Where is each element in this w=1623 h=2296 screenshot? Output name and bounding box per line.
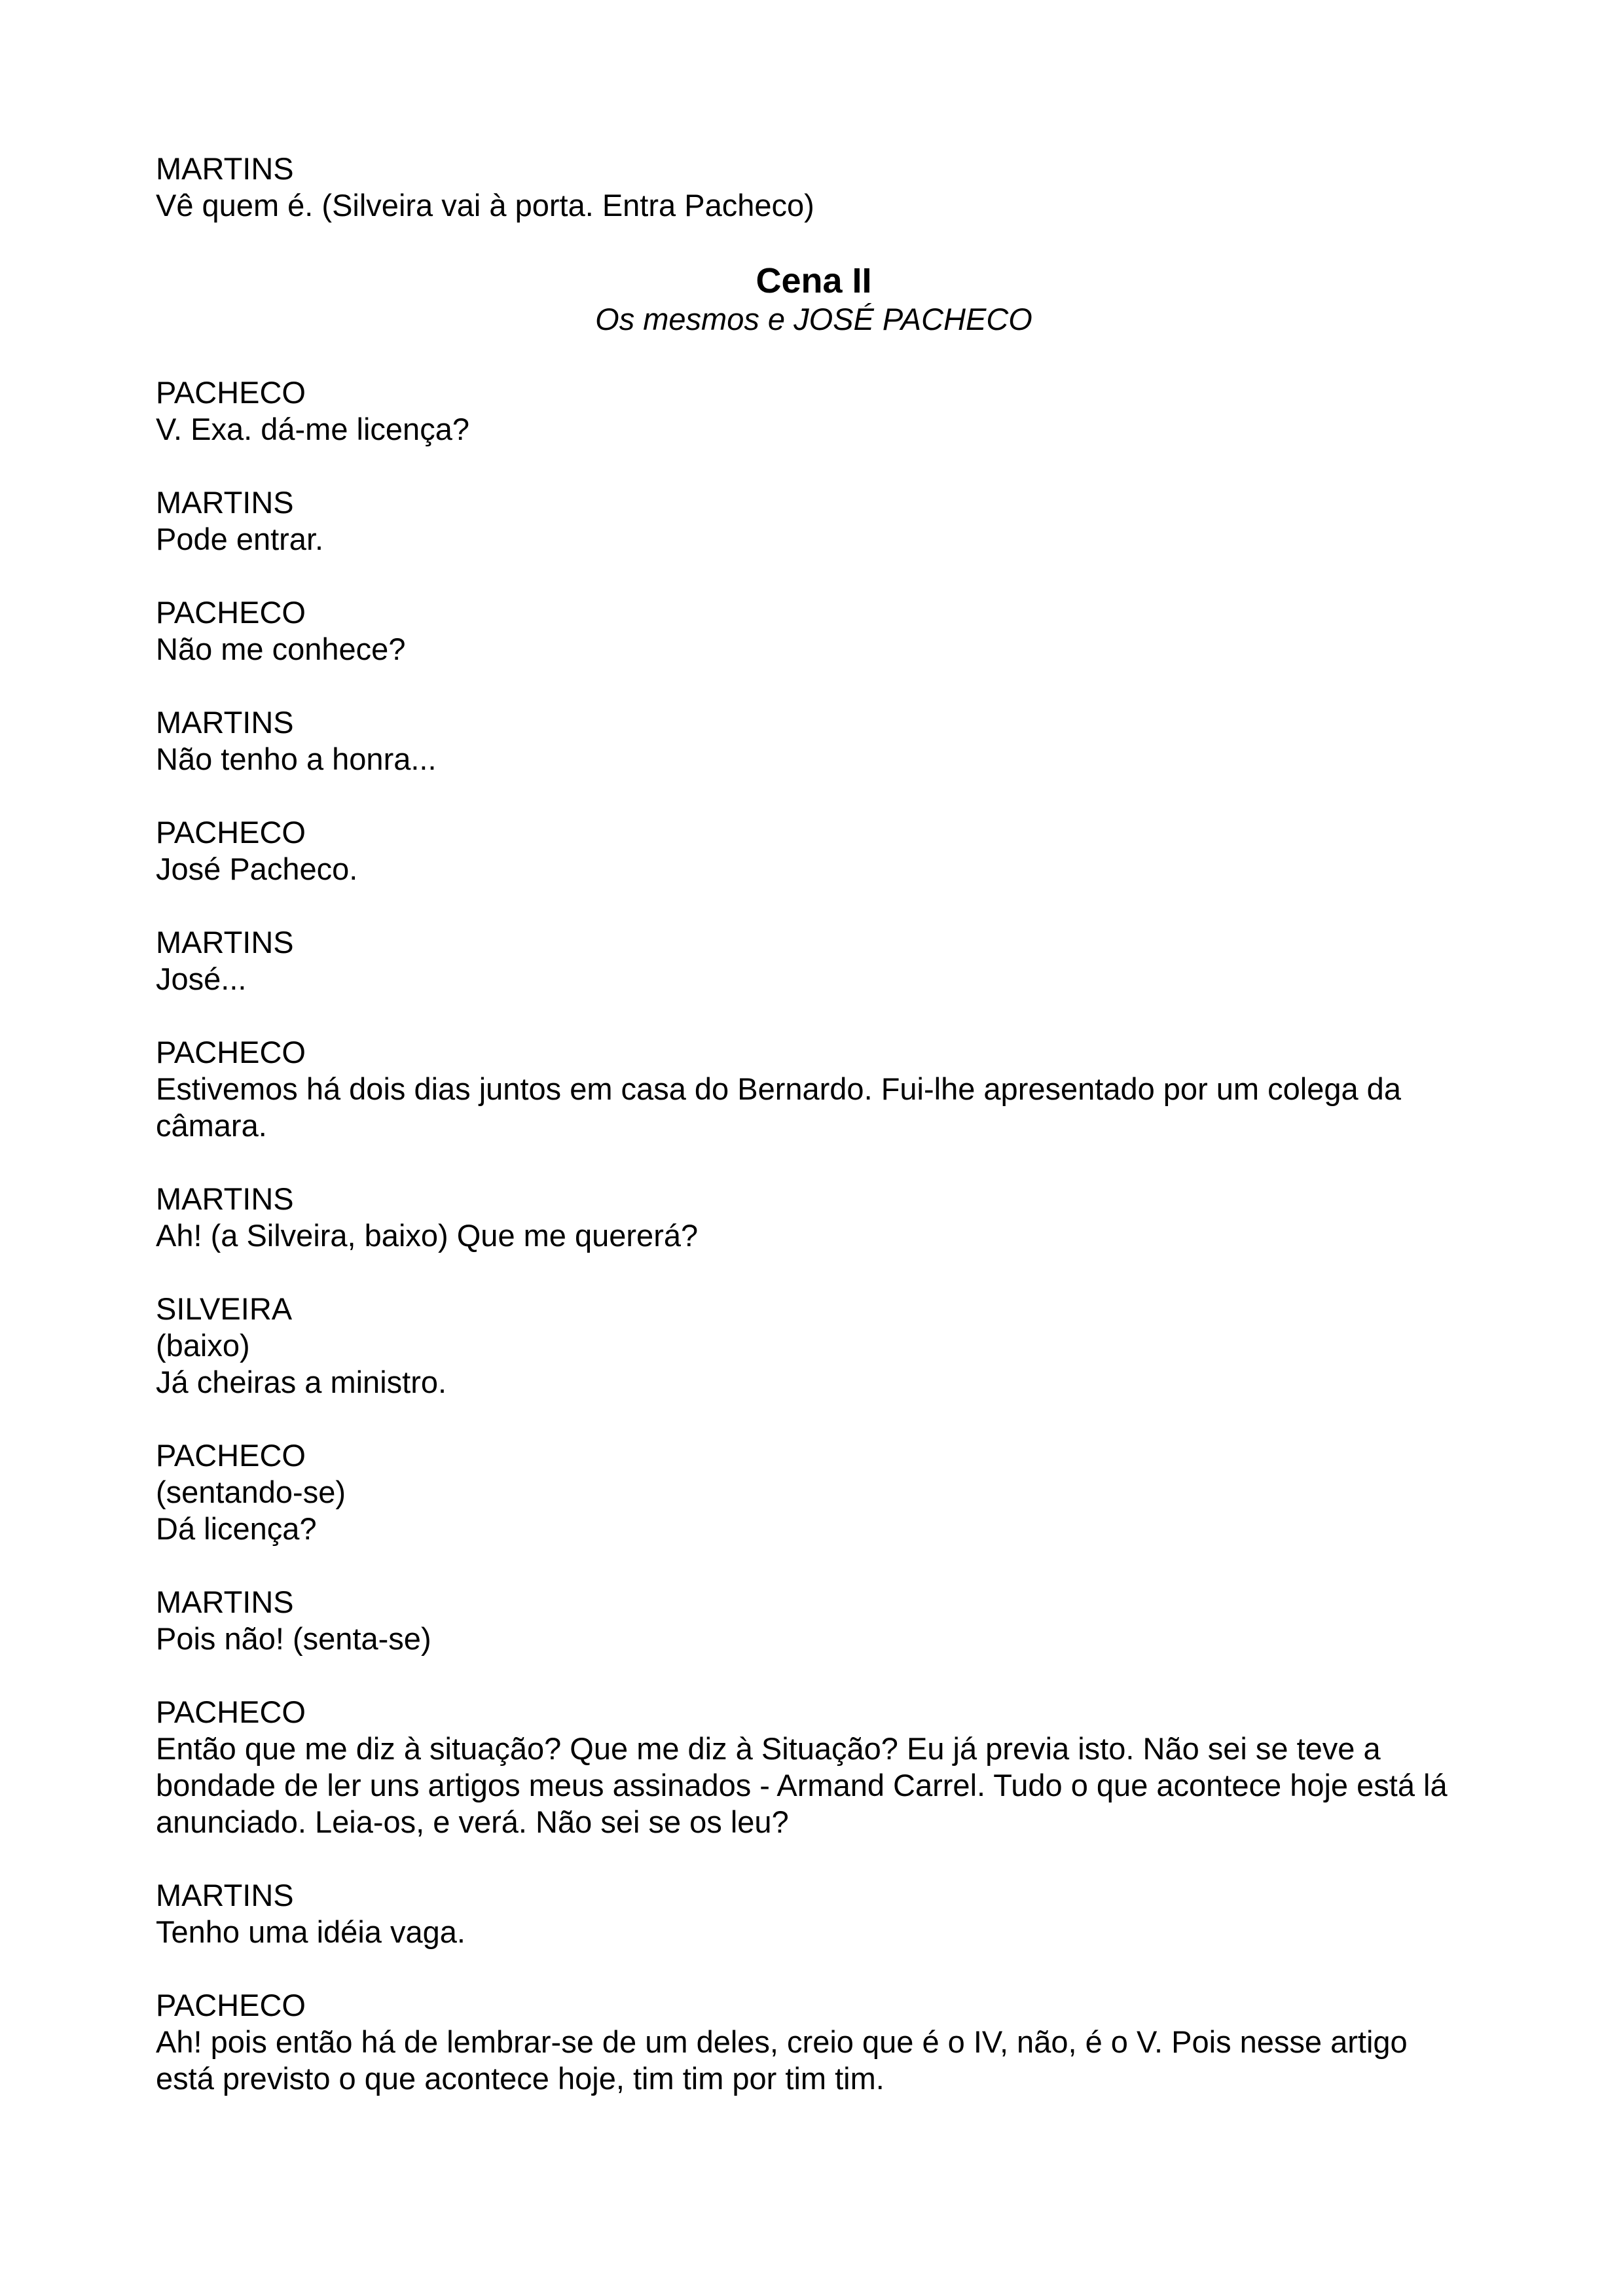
speech-line: Ah! pois então há de lembrar-se de um deles, creio que é o IV, não, é o V. Pois nesse artigo está previsto o que acontece hoje, tim tim por tim tim. (156, 2024, 1408, 2096)
scene-title: Cena II (756, 261, 872, 300)
dialogue-block (156, 1181, 1472, 1254)
dialogue-block (156, 704, 1472, 778)
dialogue-block (156, 1584, 1472, 1657)
dialogue-block (156, 1437, 1472, 1547)
speech-line: Dá licença? (156, 1511, 317, 1546)
speaker-name: PACHECO (156, 1438, 306, 1473)
stage-direction: (sentando-se) (156, 1475, 346, 1509)
speaker-name: MARTINS (156, 1878, 294, 1912)
speech-line: Então que me diz à situação? Que me diz à Situação? Eu já previa isto. Não sei se teve a bondade de ler uns artigos meus assinados - Armand Carrel. Tudo o que acontece hoje está lá anunciado. Leia-os, e verá. Não sei se os leu? (156, 1731, 1448, 1839)
speech-line: Vê quem é. (Silveira vai à porta. Entra Pacheco) (156, 188, 814, 223)
dialogue-block (156, 924, 1472, 997)
stage-direction: (baixo) (156, 1328, 250, 1363)
dialogue-block (156, 814, 1472, 888)
dialogue-block (156, 374, 1472, 448)
speech-line: Tenho uma idéia vaga. (156, 1914, 465, 1949)
speaker-name: PACHECO (156, 815, 306, 850)
speaker-name: MARTINS (156, 151, 294, 186)
speech-line: V. Exa. dá-me licença? (156, 412, 469, 446)
speaker-name: PACHECO (156, 595, 306, 630)
speech-line: Não me conhece? (156, 632, 406, 666)
speaker-name: PACHECO (156, 375, 306, 410)
script-page (156, 151, 1472, 2134)
dialogue-block (156, 594, 1472, 668)
speaker-name: MARTINS (156, 705, 294, 740)
dialogue-block (156, 484, 1472, 558)
dialogue-block (156, 1291, 1472, 1401)
speech-line: José Pacheco. (156, 852, 358, 886)
speaker-name: MARTINS (156, 1181, 294, 1216)
dialogue-block (156, 1987, 1472, 2097)
speech-line: Pois não! (senta-se) (156, 1621, 431, 1656)
scene-header (156, 260, 1472, 338)
dialogue-block-opening (156, 151, 1472, 224)
speaker-name: PACHECO (156, 1035, 306, 1069)
speaker-name: PACHECO (156, 1988, 306, 2022)
speech-line: Já cheiras a ministro. (156, 1365, 447, 1399)
scene-subtitle: Os mesmos e JOSÉ PACHECO (595, 302, 1032, 336)
dialogue-block (156, 1877, 1472, 1950)
speech-line: Não tenho a honra... (156, 742, 437, 776)
speaker-name: SILVEIRA (156, 1291, 293, 1326)
speech-line: Pode entrar. (156, 522, 324, 556)
speech-line: Ah! (a Silveira, baixo) Que me quererá? (156, 1218, 699, 1253)
speaker-name: MARTINS (156, 485, 294, 520)
dialogue-block (156, 1034, 1472, 1144)
speaker-name: MARTINS (156, 925, 294, 960)
speech-line: José... (156, 961, 247, 996)
speech-line: Estivemos há dois dias juntos em casa do Bernardo. Fui-lhe apresentado por um colega da câmara. (156, 1071, 1401, 1143)
dialogue-block (156, 1694, 1472, 1840)
speaker-name: PACHECO (156, 1695, 306, 1729)
speaker-name: MARTINS (156, 1585, 294, 1619)
